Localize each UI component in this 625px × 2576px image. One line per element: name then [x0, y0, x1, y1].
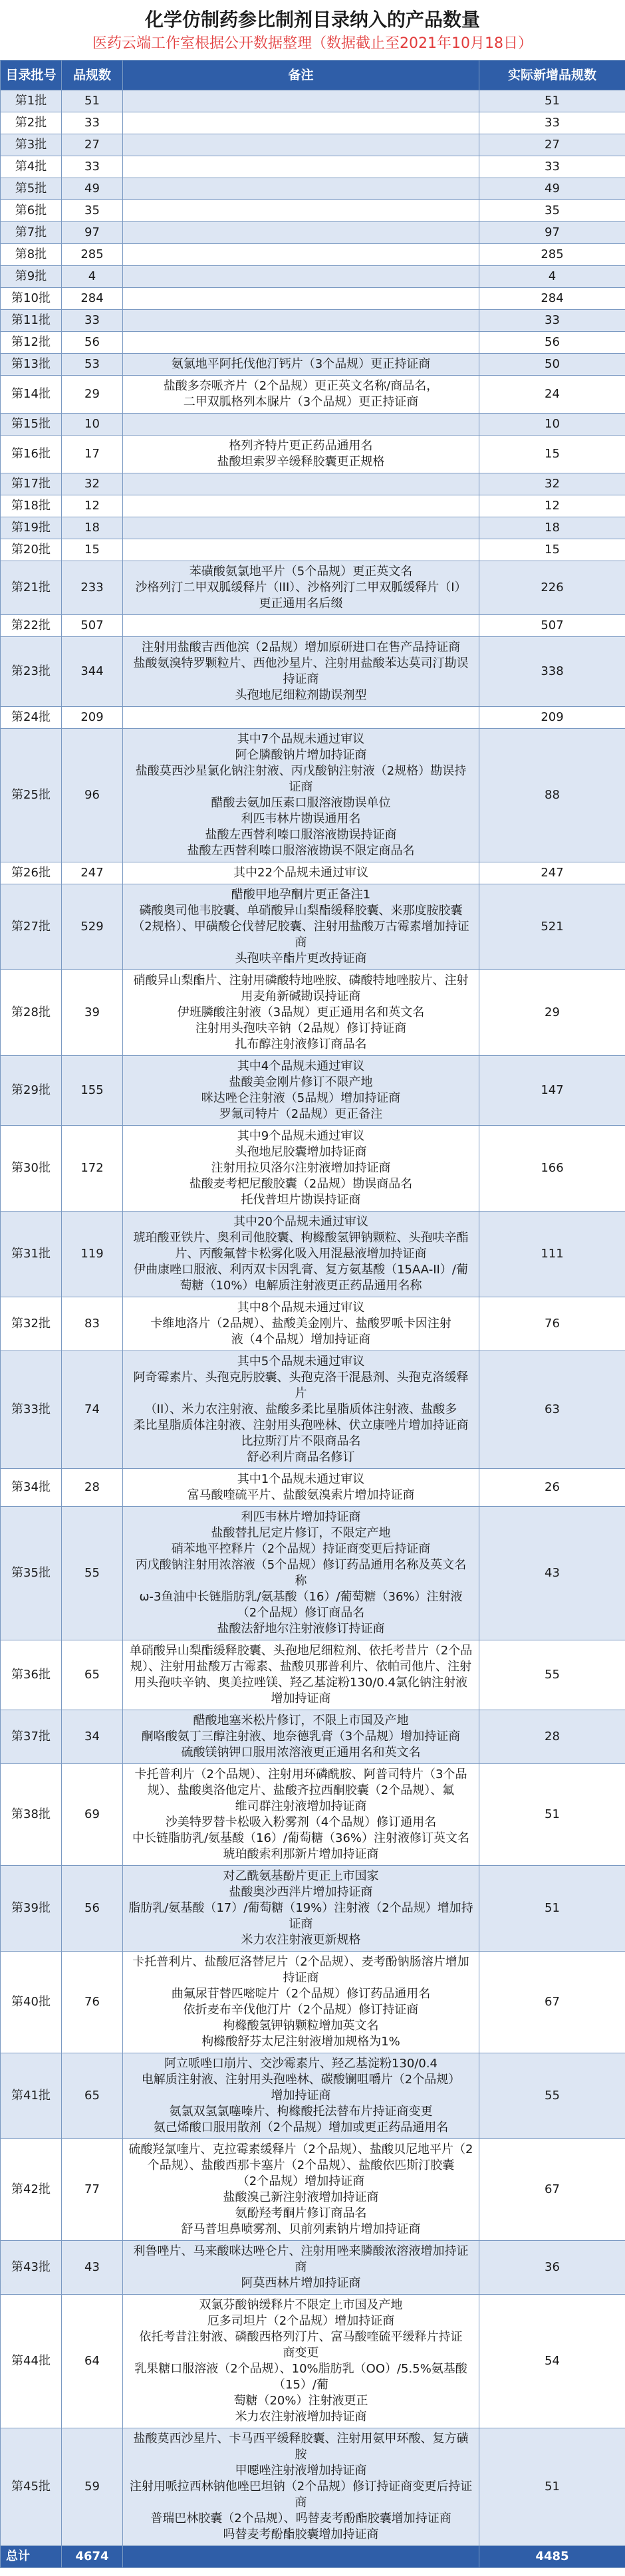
actual-cell: 209 — [479, 707, 625, 729]
batch-cell: 第38批 — [1, 1764, 62, 1866]
note-cell: 其中22个品规未通过审议 — [123, 862, 479, 884]
actual-cell: 247 — [479, 862, 625, 884]
actual-cell: 33 — [479, 310, 625, 332]
count-cell: 56 — [62, 332, 123, 354]
actual-cell: 97 — [479, 222, 625, 244]
table-row — [1, 2295, 625, 2428]
header-note: 备注 — [123, 61, 479, 90]
total-count: 4674 — [62, 2546, 123, 2568]
note-cell: 盐酸莫西沙星片、卡马西平缓释胶囊、注射用氨甲环酸、复方磺胺 甲噁唑注射液增加持证商 注射用哌拉西林钠他唑巴坦钠（2个品规）修订持证商变更后持证商 普瑞巴林胶囊（2个品规）、吗替麦考酚酯胶囊增加持证商 吗替麦考酚酯胶囊增加持证商 — [123, 2428, 479, 2546]
batch-cell: 第19批 — [1, 517, 62, 539]
note-cell: 利鲁唑片、马来酸咪达唑仑片、注射用唑来膦酸浓溶液增加持证商 阿莫西林片增加持证商 — [123, 2241, 479, 2295]
table-row — [1, 707, 625, 729]
actual-cell: 56 — [479, 332, 625, 354]
actual-cell: 32 — [479, 473, 625, 495]
actual-cell: 166 — [479, 1126, 625, 1212]
batch-cell: 第44批 — [1, 2295, 62, 2428]
batch-cell: 第36批 — [1, 1640, 62, 1710]
note-cell — [123, 112, 479, 134]
table-row — [1, 2241, 625, 2295]
table-row — [1, 517, 625, 539]
note-cell — [123, 310, 479, 332]
count-cell: 119 — [62, 1212, 123, 1297]
note-cell: 其中4个品规未通过审议 盐酸美金刚片修订不限产地 咪达唑仑注射液（5品规）增加持证商 罗氟司特片（2品规）更正备注 — [123, 1056, 479, 1126]
note-cell: 盐酸多奈哌齐片（2个品规）更正英文名称/商品名， 二甲双胍格列本脲片（3个品规）更正持证商 — [123, 376, 479, 414]
table-row — [1, 637, 625, 707]
table-row — [1, 1469, 625, 1507]
count-cell: 27 — [62, 134, 123, 156]
actual-cell: 24 — [479, 376, 625, 414]
batch-cell: 第8批 — [1, 244, 62, 266]
actual-cell: 285 — [479, 244, 625, 266]
note-cell: 注射用盐酸吉西他滨（2品规）增加原研进口在售产品持证商 盐酸氨溴特罗颗粒片、西他沙星片、注射用盐酸苯达莫司汀勘误 持证商 头孢地尼细粒剂勘误剂型 — [123, 637, 479, 707]
actual-cell: 51 — [479, 2428, 625, 2546]
actual-cell: 88 — [479, 729, 625, 862]
note-cell: 其中7个品规未通过审议 阿仑膦酸钠片增加持证商 盐酸莫西沙星氯化钠注射液、丙戊酸钠注射液（2规格）勘误持 证商 醋酸去氨加压素口服溶液勘误单位 利匹韦林片勘误通用名 盐酸左西替利嗪口服溶液勘误持证商 盐酸左西替利嗪口服溶液勘误不限定商品名 — [123, 729, 479, 862]
table-row — [1, 561, 625, 615]
batch-cell: 第34批 — [1, 1469, 62, 1507]
batch-cell: 第12批 — [1, 332, 62, 354]
table-row — [1, 134, 625, 156]
count-cell: 529 — [62, 884, 123, 970]
batch-cell: 第23批 — [1, 637, 62, 707]
count-cell: 51 — [62, 90, 123, 112]
actual-cell: 50 — [479, 354, 625, 376]
header-count: 品规数 — [62, 61, 123, 90]
batch-cell: 第17批 — [1, 473, 62, 495]
count-cell: 65 — [62, 2053, 123, 2139]
note-cell: 单硝酸异山梨酯缓释胶囊、头孢地尼细粒剂、依托考昔片（2个品 规）、注射用盐酸万古霉素、盐酸贝那普利片、依帕司他片、注射 用头孢呋辛钠、奥美拉唑镁、羟乙基淀粉130/0.4氯化钠注射液 增加持证商 — [123, 1640, 479, 1710]
note-cell — [123, 414, 479, 436]
actual-cell: 338 — [479, 637, 625, 707]
note-cell — [123, 288, 479, 310]
count-cell: 33 — [62, 156, 123, 178]
count-cell: 28 — [62, 1469, 123, 1507]
count-cell: 33 — [62, 310, 123, 332]
table-row — [1, 200, 625, 222]
table-row — [1, 2139, 625, 2241]
batch-cell: 第28批 — [1, 970, 62, 1056]
batch-table — [0, 60, 625, 2568]
count-cell: 247 — [62, 862, 123, 884]
batch-cell: 第10批 — [1, 288, 62, 310]
batch-cell: 第4批 — [1, 156, 62, 178]
batch-cell: 第14批 — [1, 376, 62, 414]
note-cell — [123, 134, 479, 156]
table-row — [1, 414, 625, 436]
batch-cell: 第7批 — [1, 222, 62, 244]
page-subtitle: 医药云端工作室根据公开数据整理（数据截止至2021年10月18日） — [92, 35, 533, 52]
note-cell — [123, 539, 479, 561]
total-note — [123, 2546, 479, 2568]
actual-cell: 43 — [479, 1507, 625, 1640]
table-row — [1, 1866, 625, 1952]
actual-cell: 18 — [479, 517, 625, 539]
batch-cell: 第3批 — [1, 134, 62, 156]
header-batch: 目录批号 — [1, 61, 62, 90]
count-cell: 76 — [62, 1952, 123, 2053]
actual-cell: 54 — [479, 2295, 625, 2428]
actual-cell: 226 — [479, 561, 625, 615]
table-row — [1, 1640, 625, 1710]
note-cell: 硫酸羟氯喹片、克拉霉素缓释片（2个品规）、盐酸贝尼地平片（2 个品规）、盐酸西那卡塞片（2个品规）、盐酸依匹斯汀胶囊 （2个品规）增加持证商 盐酸溴己新注射液增加持证商 氨酚羟考酮片修订商品名 舒马普坦鼻喷雾剂、贝前列素钠片增加持证商 — [123, 2139, 479, 2241]
count-cell: 17 — [62, 436, 123, 473]
actual-cell: 33 — [479, 112, 625, 134]
table-row — [1, 288, 625, 310]
table-row — [1, 222, 625, 244]
table-row — [1, 862, 625, 884]
batch-cell: 第26批 — [1, 862, 62, 884]
actual-cell: 507 — [479, 615, 625, 637]
note-cell — [123, 244, 479, 266]
count-cell: 507 — [62, 615, 123, 637]
actual-cell: 51 — [479, 1866, 625, 1952]
note-cell: 卡托普利片（2个品规）、注射用环磷酰胺、阿普司特片（3个品 规）、盐酸奥洛他定片、盐酸齐拉西酮胶囊（2个品规）、氟 维司群注射液增加持证商 沙美特罗替卡松吸入粉雾剂（4个品规）修订通用名 中长链脂肪乳/氨基酸（16）/葡萄糖（36%）注射液修订英文名 琥珀酸索利那新片增加持证商 — [123, 1764, 479, 1866]
note-cell — [123, 473, 479, 495]
actual-cell: 55 — [479, 1640, 625, 1710]
count-cell: 34 — [62, 1710, 123, 1764]
note-cell — [123, 707, 479, 729]
table-row — [1, 266, 625, 288]
table-row — [1, 1297, 625, 1351]
table-row — [1, 1507, 625, 1640]
count-cell: 4 — [62, 266, 123, 288]
count-cell: 284 — [62, 288, 123, 310]
actual-cell: 51 — [479, 90, 625, 112]
count-cell: 285 — [62, 244, 123, 266]
table-row — [1, 1952, 625, 2053]
table-row — [1, 2053, 625, 2139]
count-cell: 77 — [62, 2139, 123, 2241]
batch-cell: 第31批 — [1, 1212, 62, 1297]
actual-cell: 15 — [479, 436, 625, 473]
batch-cell: 第33批 — [1, 1351, 62, 1469]
count-cell: 53 — [62, 354, 123, 376]
actual-cell: 12 — [479, 495, 625, 517]
batch-cell: 第9批 — [1, 266, 62, 288]
batch-cell: 第32批 — [1, 1297, 62, 1351]
table-row — [1, 539, 625, 561]
actual-cell: 67 — [479, 1952, 625, 2053]
note-cell — [123, 266, 479, 288]
table-row — [1, 436, 625, 473]
table-row — [1, 112, 625, 134]
batch-cell: 第22批 — [1, 615, 62, 637]
count-cell: 33 — [62, 112, 123, 134]
table-row — [1, 332, 625, 354]
actual-cell: 49 — [479, 178, 625, 200]
batch-cell: 第21批 — [1, 561, 62, 615]
batch-cell: 第11批 — [1, 310, 62, 332]
count-cell: 344 — [62, 637, 123, 707]
count-cell: 32 — [62, 473, 123, 495]
actual-cell: 29 — [479, 970, 625, 1056]
note-cell: 卡托普利片、盐酸厄洛替尼片（2个品规）、麦考酚钠肠溶片增加 持证商 曲氟尿苷替匹嘧啶片（2个品规）修订药品通用名 依折麦布辛伐他汀片（2个品规）修订持证商 枸橼酸氢钾钠颗粒增加英文名 枸橼酸舒芬太尼注射液增加规格为1% — [123, 1952, 479, 2053]
count-cell: 43 — [62, 2241, 123, 2295]
note-cell — [123, 615, 479, 637]
table-row — [1, 178, 625, 200]
batch-cell: 第40批 — [1, 1952, 62, 2053]
page-title: 化学仿制药参比制剂目录纳入的产品数量 — [144, 9, 480, 31]
actual-cell: 33 — [479, 156, 625, 178]
table-row — [1, 615, 625, 637]
actual-cell: 26 — [479, 1469, 625, 1507]
count-cell: 96 — [62, 729, 123, 862]
table-row — [1, 376, 625, 414]
note-cell: 双氯芬酸钠缓释片不限定上市国及产地 厄多司坦片（2个品规）增加持证商 依托考昔注射液、磷酸西格列汀片、富马酸喹硫平缓释片持证 商变更 乳果糖口服溶液（2个品规）、10%脂肪乳（OO）/5.5%氨基酸（15）/葡 萄糖（20%）注射液更正 米力农注射液增加持证商 — [123, 2295, 479, 2428]
count-cell: 12 — [62, 495, 123, 517]
note-cell: 苯磺酸氨氯地平片（5个品规）更正英文名 沙格列汀二甲双胍缓释片（III）、沙格列汀二甲双胍缓释片（I） 更正通用名后缀 — [123, 561, 479, 615]
note-cell — [123, 178, 479, 200]
batch-cell: 第30批 — [1, 1126, 62, 1212]
note-cell: 其中8个品规未通过审议 卡维地洛片（2品规）、盐酸美金刚片、盐酸罗哌卡因注射 液（4个品规）增加持证商 — [123, 1297, 479, 1351]
actual-cell: 15 — [479, 539, 625, 561]
batch-cell: 第39批 — [1, 1866, 62, 1952]
batch-cell: 第27批 — [1, 884, 62, 970]
table-row — [1, 1126, 625, 1212]
table-row — [1, 1056, 625, 1126]
batch-cell: 第41批 — [1, 2053, 62, 2139]
note-cell — [123, 200, 479, 222]
note-cell — [123, 156, 479, 178]
note-cell: 其中1个品规未通过审议 富马酸喹硫平片、盐酸氨溴索片增加持证商 — [123, 1469, 479, 1507]
note-cell: 阿立哌唑口崩片、交沙霉素片、羟乙基淀粉130/0.4 电解质注射液、注射用头孢唑林、碳酸镧咀嚼片（2个品规） 增加持证商 氨氯双氢氯噻嗪片、枸橼酸托法替布片持证商变更 氨己烯酸口服用散剂（2个品规）增加或更正药品通用名 — [123, 2053, 479, 2139]
batch-cell: 第16批 — [1, 436, 62, 473]
count-cell: 209 — [62, 707, 123, 729]
batch-cell: 第45批 — [1, 2428, 62, 2546]
table-row — [1, 1710, 625, 1764]
batch-cell: 第35批 — [1, 1507, 62, 1640]
table-row — [1, 1212, 625, 1297]
table-row — [1, 495, 625, 517]
note-cell: 格列齐特片更正药品通用名 盐酸坦索罗辛缓释胶囊更正规格 — [123, 436, 479, 473]
batch-cell: 第6批 — [1, 200, 62, 222]
batch-cell: 第42批 — [1, 2139, 62, 2241]
batch-cell: 第13批 — [1, 354, 62, 376]
count-cell: 64 — [62, 2295, 123, 2428]
batch-cell: 第25批 — [1, 729, 62, 862]
total-label: 总计 — [1, 2546, 62, 2568]
batch-cell: 第1批 — [1, 90, 62, 112]
table-row — [1, 884, 625, 970]
table-footer — [1, 2546, 625, 2568]
count-cell: 29 — [62, 376, 123, 414]
batch-cell: 第29批 — [1, 1056, 62, 1126]
batch-cell: 第43批 — [1, 2241, 62, 2295]
note-cell — [123, 222, 479, 244]
count-cell: 35 — [62, 200, 123, 222]
total-row — [1, 2546, 625, 2568]
count-cell: 65 — [62, 1640, 123, 1710]
table-row — [1, 970, 625, 1056]
actual-cell: 67 — [479, 2139, 625, 2241]
batch-cell: 第2批 — [1, 112, 62, 134]
batch-cell: 第37批 — [1, 1710, 62, 1764]
count-cell: 49 — [62, 178, 123, 200]
count-cell: 69 — [62, 1764, 123, 1866]
table-row — [1, 1351, 625, 1469]
note-cell: 硝酸异山梨酯片、注射用磷酸特地唑胺、磷酸特地唑胺片、注射 用麦角新碱勘误持证商 伊班膦酸注射液（3品规）更正通用名和英文名 注射用头孢呋辛钠（2品规）修订持证商 扎布醇注射液修订商品名 — [123, 970, 479, 1056]
actual-cell: 51 — [479, 1764, 625, 1866]
count-cell: 74 — [62, 1351, 123, 1469]
count-cell: 233 — [62, 561, 123, 615]
table-row — [1, 2428, 625, 2546]
count-cell: 59 — [62, 2428, 123, 2546]
note-cell: 其中9个品规未通过审议 头孢地尼胶囊增加持证商 注射用拉贝洛尔注射液增加持证商 盐酸麦考杷尼酸胶囊（2品规）勘误商品名 托伐普坦片勘误持证商 — [123, 1126, 479, 1212]
count-cell: 15 — [62, 539, 123, 561]
note-cell — [123, 495, 479, 517]
batch-cell: 第20批 — [1, 539, 62, 561]
note-cell: 其中5个品规未通过审议 阿奇霉素片、头孢克肟胶囊、头孢克洛干混悬剂、头孢克洛缓释片 （II）、米力农注射液、盐酸多柔比星脂质体注射液、盐酸多 柔比星脂质体注射液、注射用头孢唑林、伏立康唑片增加持证商 比拉斯汀片不限商品名 舒必利片商品名修订 — [123, 1351, 479, 1469]
actual-cell: 35 — [479, 200, 625, 222]
actual-cell: 76 — [479, 1297, 625, 1351]
actual-cell: 27 — [479, 134, 625, 156]
table-row — [1, 156, 625, 178]
table-row — [1, 1764, 625, 1866]
count-cell: 83 — [62, 1297, 123, 1351]
actual-cell: 63 — [479, 1351, 625, 1469]
note-cell: 醋酸甲地孕酮片更正备注1 磷酸奥司他韦胶囊、单硝酸异山梨酯缓释胶囊、来那度胺胶囊 （2规格）、甲磺酸仑伐替尼胶囊、注射用盐酸万古霉素增加持证 商 头孢呋辛酯片更改持证商 — [123, 884, 479, 970]
note-cell — [123, 517, 479, 539]
note-cell: 利匹韦林片增加持证商 盐酸替扎尼定片修订，不限定产地 硝苯地平控释片（2个品规）持证商变更后持证商 丙戊酸钠注射用浓溶液（5个品规）修订药品通用名称及英文名 称 ω-3鱼油中长链脂肪乳/氨基酸（16）/葡萄糖（36%）注射液 （2个品规）修订商品名 盐酸法舒地尔注射液修订持证商 — [123, 1507, 479, 1640]
table-row — [1, 729, 625, 862]
note-cell: 对乙酰氨基酚片更正上市国家 盐酸奥沙西泮片增加持证商 脂肪乳/氨基酸（17）/葡萄糖（19%）注射液（2个品规）增加持 证商 米力农注射液更新规格 — [123, 1866, 479, 1952]
count-cell: 155 — [62, 1056, 123, 1126]
batch-cell: 第15批 — [1, 414, 62, 436]
table-row — [1, 90, 625, 112]
actual-cell: 4 — [479, 266, 625, 288]
header-actual: 实际新增品规数 — [479, 61, 625, 90]
batch-cell: 第18批 — [1, 495, 62, 517]
batch-cell: 第24批 — [1, 707, 62, 729]
count-cell: 97 — [62, 222, 123, 244]
header-row — [1, 61, 625, 90]
actual-cell: 521 — [479, 884, 625, 970]
total-actual: 4485 — [479, 2546, 625, 2568]
count-cell: 39 — [62, 970, 123, 1056]
table-row — [1, 244, 625, 266]
actual-cell: 55 — [479, 2053, 625, 2139]
note-cell: 其中20个品规未通过审议 琥珀酸亚铁片、奥利司他胶囊、枸橼酸氢钾钠颗粒、头孢呋辛酯 片、丙酸氟替卡松雾化吸入用混悬液增加持证商 伊曲康唑口服液、利丙双卡因乳膏、复方氨基酸（15AA-II）/葡 萄糖（10%）电解质注射液更正药品通用名称 — [123, 1212, 479, 1297]
note-cell: 氨氯地平阿托伐他汀钙片（3个品规）更正持证商 — [123, 354, 479, 376]
note-cell — [123, 332, 479, 354]
note-cell: 醋酸地塞米松片修订，不限上市国及产地 酮咯酸氨丁三醇注射液、地奈德乳膏（3个品规）增加持证商 硫酸镁钠钾口服用浓溶液更正通用名和英文名 — [123, 1710, 479, 1764]
table-row — [1, 310, 625, 332]
actual-cell: 36 — [479, 2241, 625, 2295]
count-cell: 18 — [62, 517, 123, 539]
actual-cell: 10 — [479, 414, 625, 436]
actual-cell: 111 — [479, 1212, 625, 1297]
actual-cell: 147 — [479, 1056, 625, 1126]
count-cell: 56 — [62, 1866, 123, 1952]
note-cell — [123, 90, 479, 112]
actual-cell: 28 — [479, 1710, 625, 1764]
table-header — [1, 61, 625, 90]
table-body — [1, 90, 625, 2546]
batch-cell: 第5批 — [1, 178, 62, 200]
count-cell: 172 — [62, 1126, 123, 1212]
actual-cell: 284 — [479, 288, 625, 310]
table-row — [1, 473, 625, 495]
count-cell: 55 — [62, 1507, 123, 1640]
table-row — [1, 354, 625, 376]
count-cell: 10 — [62, 414, 123, 436]
